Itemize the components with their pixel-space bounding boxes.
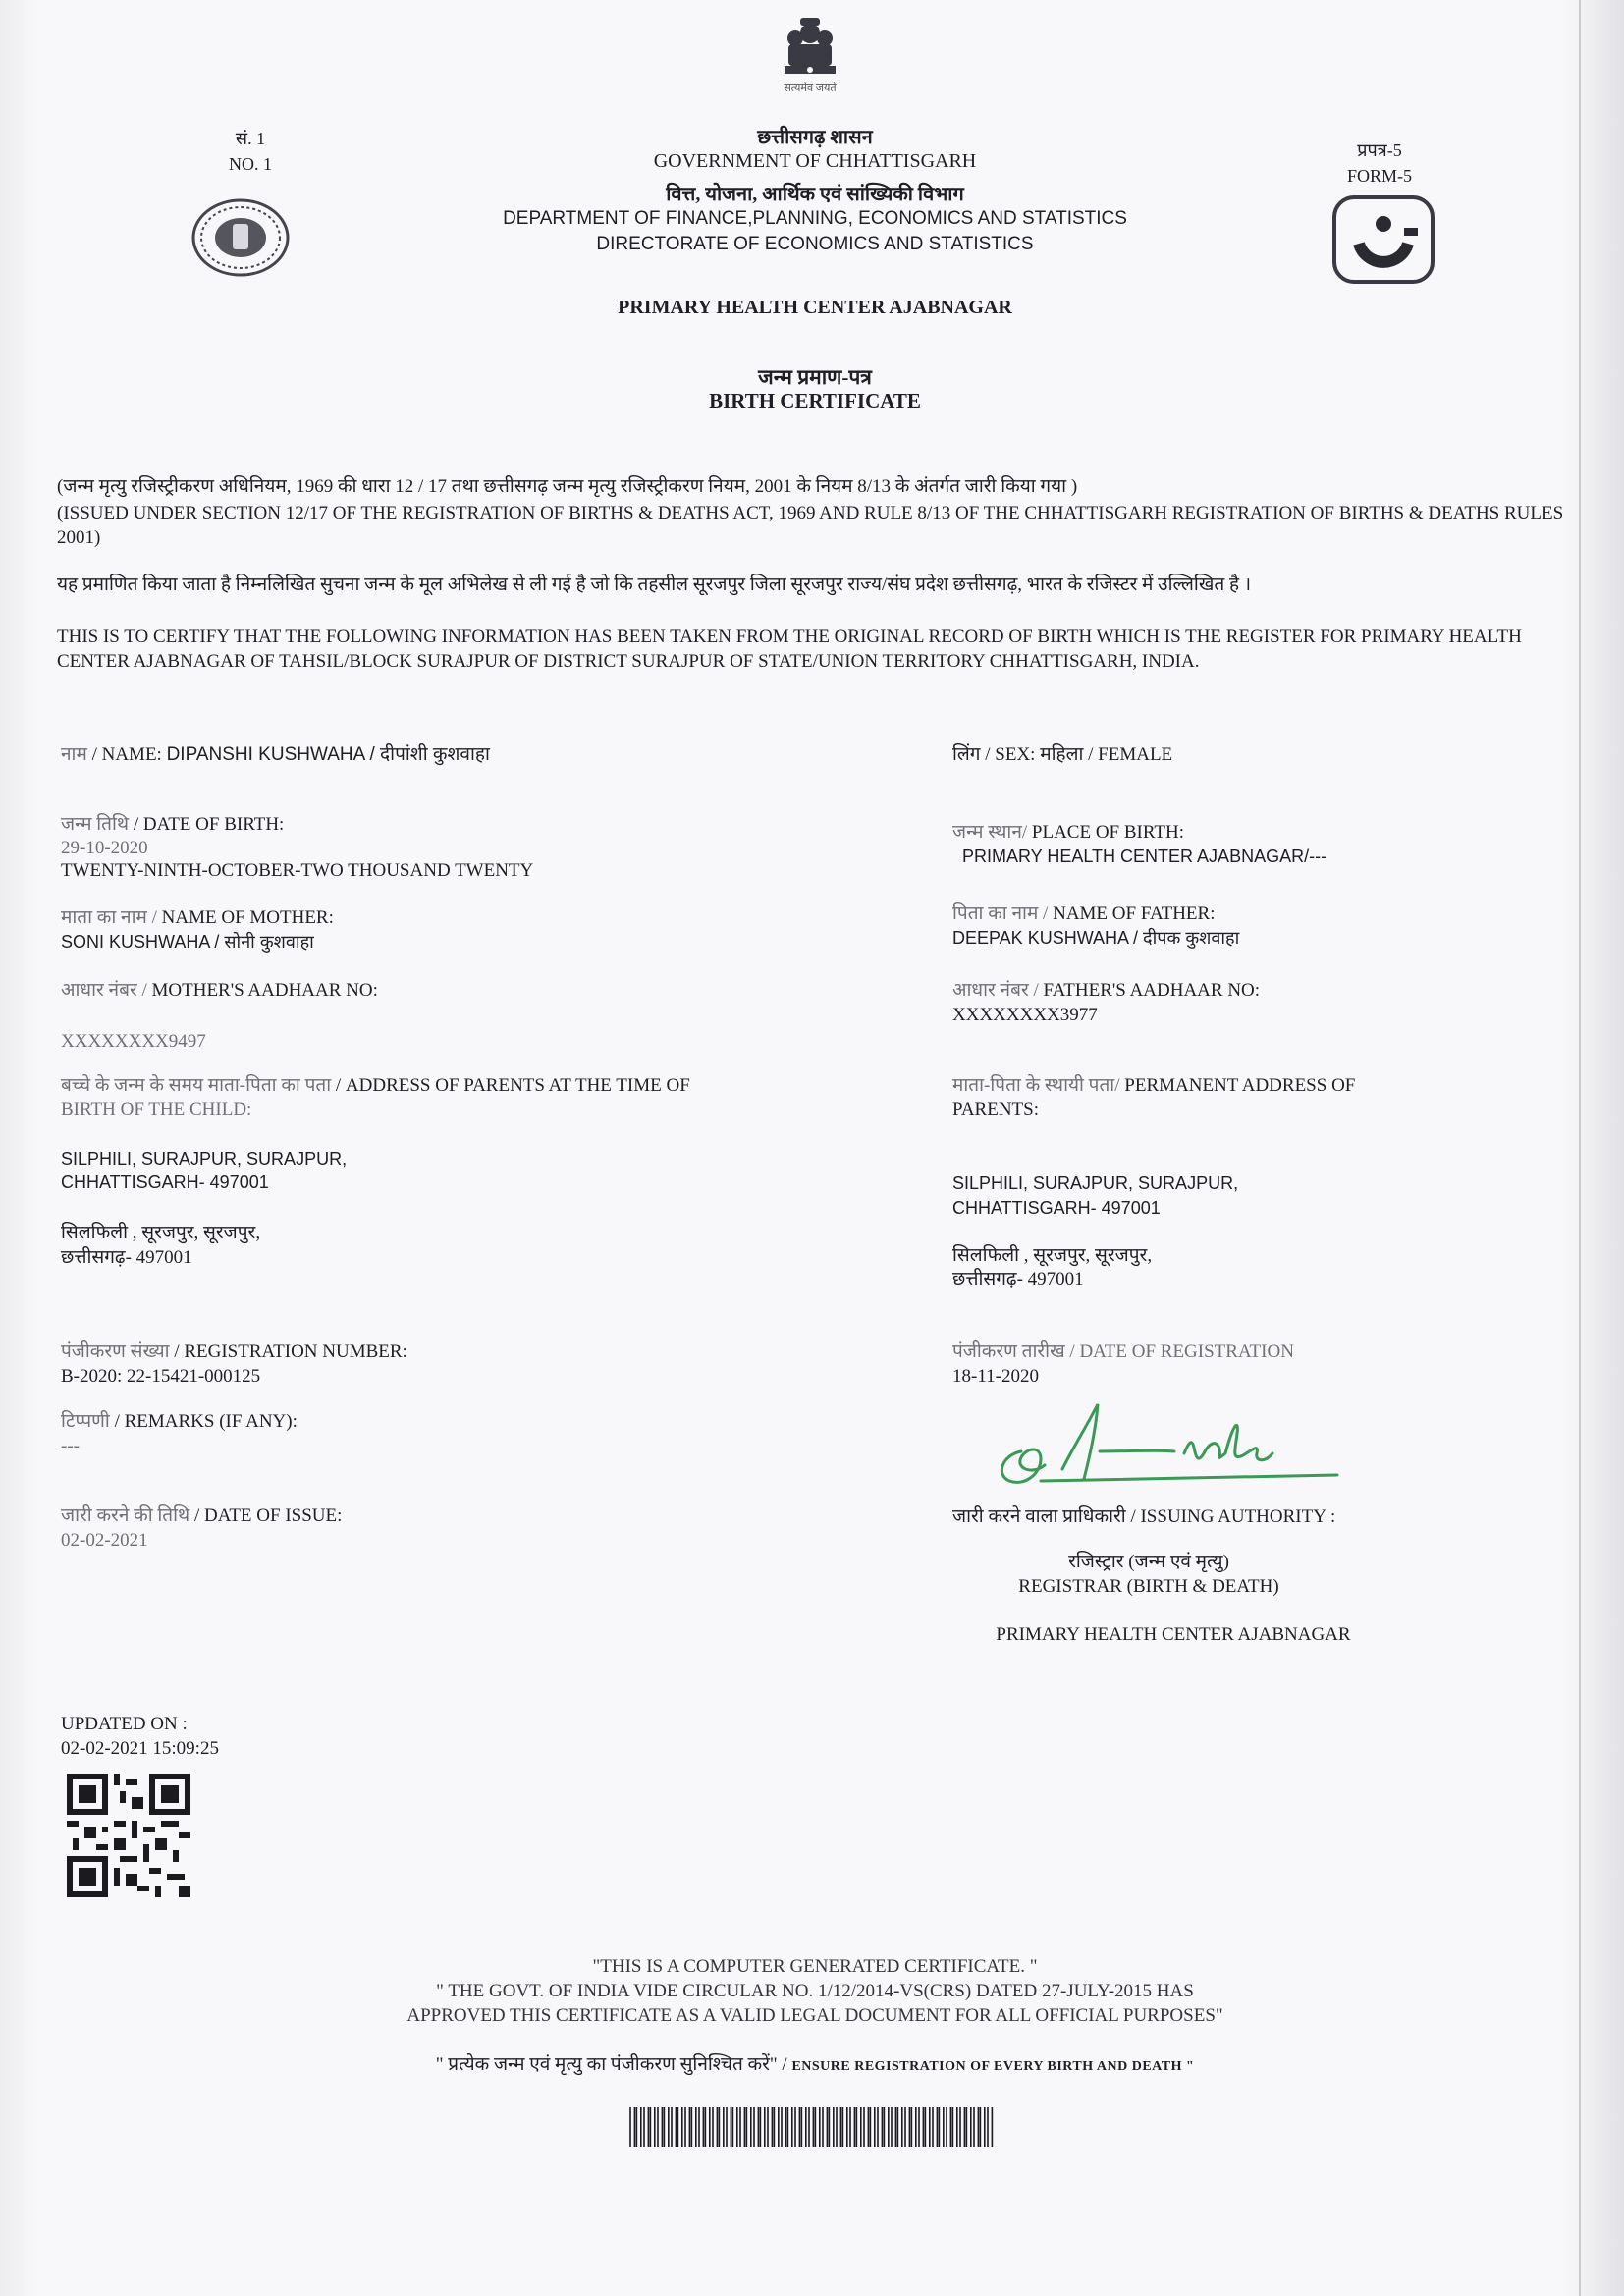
permanent-address-label-english: PERMANENT ADDRESS OF [1124,1075,1356,1096]
permanent-address-label [952,1073,1355,1098]
issue-date-value: 02-02-2021 [61,1530,148,1551]
birth-address-en-1: SILPHILI, SURAJPUR, SURAJPUR, [61,1149,348,1169]
registrar-signature [982,1394,1355,1503]
form-hindi: प्रपत्र-5 [1357,140,1402,160]
issuing-authority-label-hindi: जारी करने वाला प्राधिकारी / [952,1506,1136,1527]
qr-code-icon [67,1774,190,1897]
registration-number-label-hindi: पंजीकरण संख्या [61,1341,170,1362]
father-value: DEEPAK KUSHWAHA / दीपक कुशवाहा [952,928,1240,948]
certificate-title-hindi: जन्म प्रमाण-पत्र [758,365,872,389]
birth-address-label [61,1073,690,1098]
form-english: FORM-5 [1346,166,1412,186]
mother-aadhaar-label [61,978,378,1003]
birth-address-label-line2: BIRTH OF THE CHILD: [61,1099,252,1120]
directorate: DIRECTORATE OF ECONOMICS AND STATISTICS [596,234,1034,254]
father-aadhaar-label-english: FATHER'S AADHAAR NO: [1043,980,1261,1001]
footer-slogan-hindi: " प्रत्येक जन्म एवं मृत्यु का पंजीकरण सुनिश्चित करें" / [435,2054,787,2075]
pob-label-hindi: जन्म स्थान/ [952,822,1028,843]
father-label [952,902,1215,926]
birth-address-label-english: / ADDRESS OF PARENTS AT THE TIME OF [335,1075,690,1096]
name-label-hindi: नाम [61,744,87,765]
birth-address-hi-2: छत्तीसगढ़- 497001 [61,1247,192,1268]
emblem-motto: सत्यमेव जयते [784,82,837,94]
pob-label-english: PLACE OF BIRTH: [1031,822,1185,843]
issue-note-hindi: (जन्म मृत्यु रजिस्ट्रीकरण अधिनियम, 1969 की धारा 12 / 17 तथा छत्तीसगढ़ जन्म मृत्यु रजिस्ट्रीकरण नियम, 2001 के नियम 8/13 के अंतर्गत जारी किया गया ) [57,476,1078,497]
issuing-authority-label [952,1504,1335,1529]
dob-label [61,812,284,837]
dob-label-english: / DATE OF BIRTH: [133,814,285,835]
permanent-address-label-line2: PARENTS: [952,1099,1039,1120]
dob-words: TWENTY-NINTH-OCTOBER-TWO THOUSAND TWENTY [61,860,534,881]
registration-date-value: 18-11-2020 [952,1366,1039,1387]
pob-label [952,820,1184,845]
footer-slogan-english: ENSURE REGISTRATION OF EVERY BIRTH AND DEATH " [791,2059,1195,2074]
mother-label [61,905,334,930]
mother-label-english: NAME OF MOTHER: [161,907,334,928]
remarks-label-hindi: टिप्पणी [61,1411,110,1432]
number-hindi: सं. 1 [235,129,266,148]
father-label-hindi: पिता का नाम / [952,903,1049,924]
footer-circular-line1: " THE GOVT. OF INDIA VIDE CIRCULAR NO. 1/12/2014-VS(CRS) DATED 27-JULY-2015 HAS [436,1981,1194,2001]
registration-number-label-english: / REGISTRATION NUMBER: [174,1341,407,1362]
issue-date-label-hindi: जारी करने की तिथि [61,1505,190,1526]
updated-on-value: 02-02-2021 15:09:25 [61,1738,219,1759]
registrar-title-hindi: रजिस्ट्रार (जन्म एवं मृत्यु) [1068,1552,1229,1572]
issue-note-english: (ISSUED UNDER SECTION 12/17 OF THE REGISTRATION OF BIRTHS & DEATHS ACT, 1969 AND RULE 8/13 OF THE CHHATTISGARH REGISTRATION OF BIRTHS & DEATHS RULES 2001) [57,503,1564,548]
form-number-block [1326,137,1434,189]
footer-slogan [245,2052,1384,2079]
registration-date-label [952,1339,1294,1364]
father-aadhaar-label [952,978,1260,1003]
department-hindi: वित्त, योजना, आर्थिक एवं सांख्यिकी विभाग [666,184,964,205]
birth-address-hi-1: सिलफिली , सूरजपुर, सूरजपुर, [61,1223,261,1243]
permanent-address-en-2: CHHATTISGARH- 497001 [952,1198,1161,1218]
footer-computer-generated: "THIS IS A COMPUTER GENERATED CERTIFICATE. " [592,1956,1038,1977]
mother-aadhaar-label-english: MOTHER'S AADHAAR NO: [151,980,378,1001]
permanent-address-hi-1: सिलफिली , सूरजपुर, सूरजपुर, [952,1245,1153,1266]
birth-address-en-2: CHHATTISGARH- 497001 [61,1173,269,1192]
number-english: NO. 1 [229,154,272,174]
registration-date-label-english: DATE OF REGISTRATION [1079,1341,1294,1362]
sex-value: महिला / FEMALE [1040,744,1173,765]
father-aadhaar-label-hindi: आधार नंबर / [952,980,1039,1001]
pob-value: PRIMARY HEALTH CENTER AJABNAGAR/--- [962,847,1327,866]
mother-aadhaar-label-hindi: आधार नंबर / [61,980,147,1001]
certify-note-hindi: यह प्रमाणित किया जाता है निम्नलिखित सुचना जन्म के मूल अभिलेख से ली गई है जो कि तहसील सूरजपुर जिला सूरजपुर राज्य/संघ प्रदेश छत्तीसगढ़, भारत के रजिस्टर में उल्लिखित है । [57,574,1252,595]
permanent-address-label-hindi: माता-पिता के स्थायी पता/ [952,1075,1120,1096]
crs-logo-icon [1331,194,1435,285]
remarks-label [61,1409,298,1434]
sex-row [952,742,1172,767]
certificate-title: BIRTH CERTIFICATE [709,389,921,412]
birth-address-label-hindi: बच्चे के जन्म के समय माता-पिता का पता [61,1075,332,1096]
state-seal-icon [189,196,292,279]
mother-value: SONI KUSHWAHA / सोनी कुशवाहा [61,932,314,952]
registrar-title: REGISTRAR (BIRTH & DEATH) [1018,1576,1279,1597]
footer-circular-line2: APPROVED THIS CERTIFICATE AS A VALID LEGAL DOCUMENT FOR ALL OFFICIAL PURPOSES" [406,2005,1223,2026]
updated-on-label: UPDATED ON : [61,1714,188,1734]
issuing-authority-label-english: ISSUING AUTHORITY : [1140,1506,1336,1527]
government-english: GOVERNMENT OF CHHATTISGARH [653,150,977,172]
registrar-office: PRIMARY HEALTH CENTER AJABNAGAR [996,1624,1351,1645]
remarks-value: --- [61,1436,80,1456]
government-hindi: छत्तीसगढ़ शासन [757,127,873,148]
mother-aadhaar-value: XXXXXXXX9497 [61,1031,206,1052]
father-aadhaar-value: XXXXXXXX3977 [952,1005,1098,1025]
issue-date-label-english: / DATE OF ISSUE: [193,1505,343,1526]
sex-label: लिंग / SEX: [952,744,1036,765]
dob-value: 29-10-2020 [61,838,148,858]
mother-label-hindi: माता का नाम / [61,907,157,928]
name-row [61,742,490,767]
health-center-title: PRIMARY HEALTH CENTER AJABNAGAR [618,297,1012,318]
permanent-address-en-1: SILPHILI, SURAJPUR, SURAJPUR, [952,1174,1239,1193]
permanent-address-hi-2: छत्तीसगढ़- 497001 [952,1269,1084,1289]
certificate-number-block [196,126,304,177]
registration-number-label [61,1339,407,1364]
dob-label-hindi: जन्म तिथि [61,814,130,835]
registration-date-label-hindi: पंजीकरण तारीख / [952,1341,1075,1362]
registration-number-value: B-2020: 22-15421-000125 [61,1366,261,1387]
father-label-english: NAME OF FATHER: [1053,903,1216,924]
department-english: DEPARTMENT OF FINANCE,PLANNING, ECONOMICS AND STATISTICS [503,208,1127,229]
name-value: DIPANSHI KUSHWAHA / दीपांशी कुशवाहा [166,744,490,765]
barcode-icon [628,2107,996,2147]
remarks-label-english: / REMARKS (IF ANY): [114,1411,298,1432]
name-label: / NAME: [91,744,162,765]
page-edge [1579,0,1581,2296]
certify-note-english: THIS IS TO CERTIFY THAT THE FOLLOWING INFORMATION HAS BEEN TAKEN FROM THE ORIGINAL RECORD OF BIRTH WHICH IS THE REGISTER FOR PRIMARY HEALTH CENTER AJABNAGAR OF TAHSIL/BLOCK SURAJPUR OF DISTRICT SURAJPUR OF STATE/UNION TERRITORY CHHATTISGARH, INDIA. [57,627,1522,672]
issue-date-label [61,1503,342,1528]
